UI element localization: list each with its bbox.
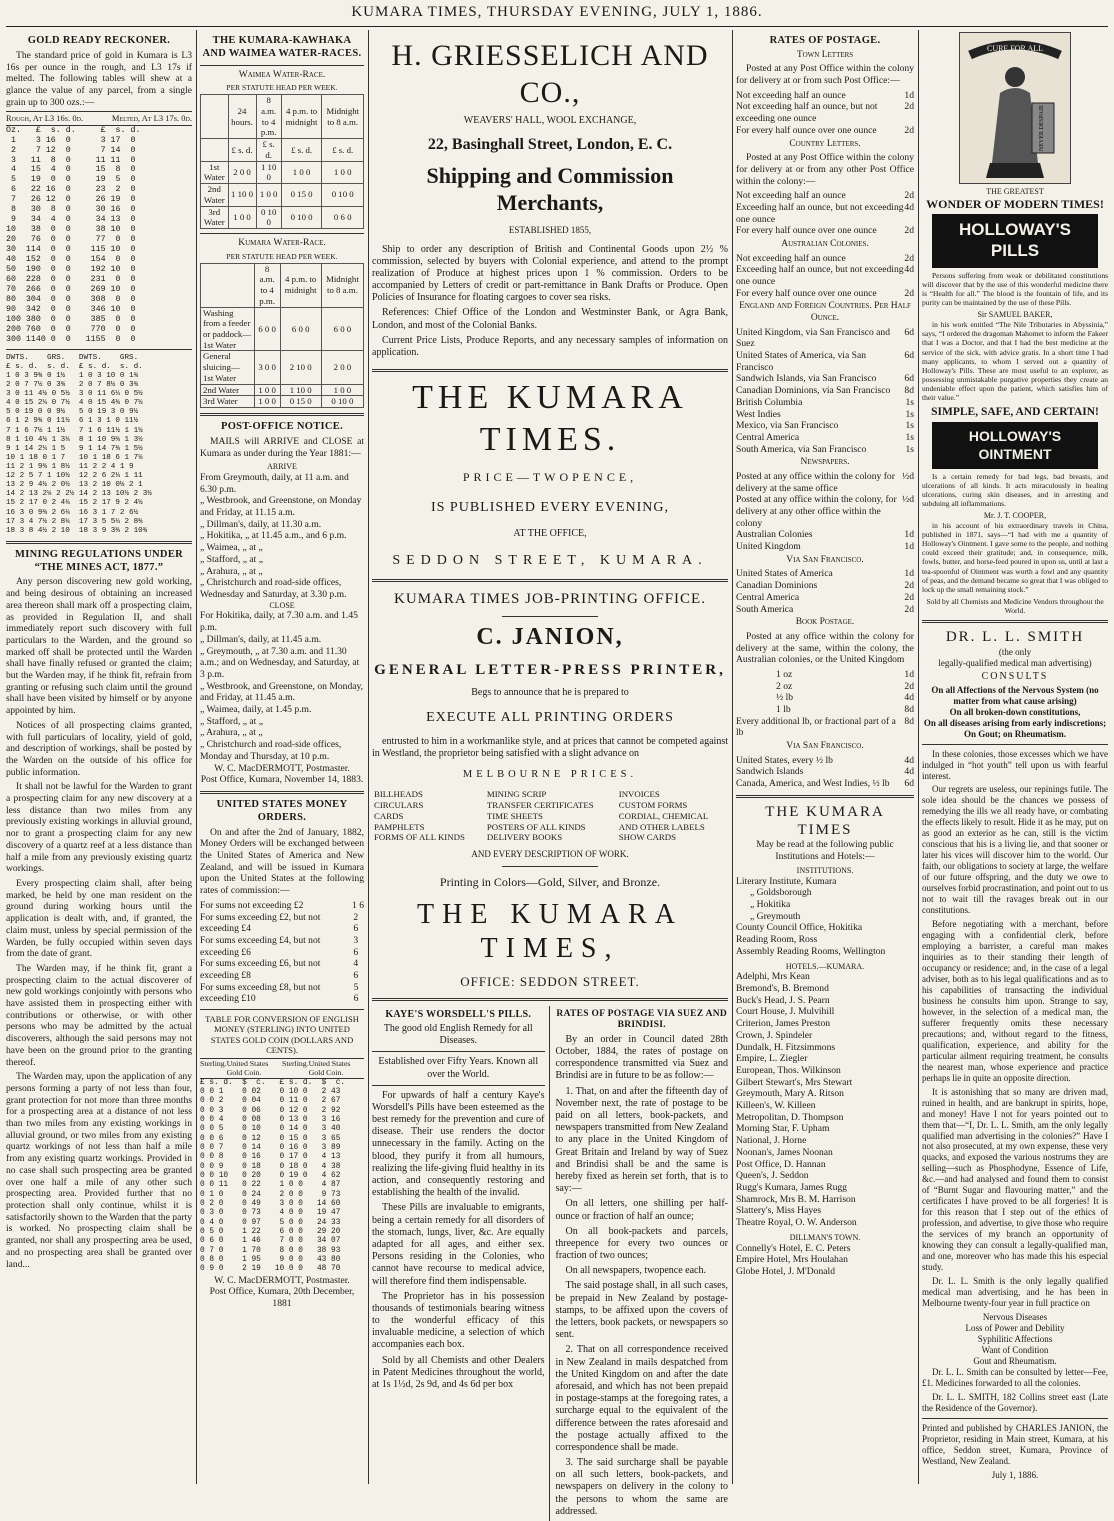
kumara-race-title: Kumara Water-Race. — [238, 237, 326, 248]
list-item: Killeen's, W. Killeen — [736, 1100, 816, 1112]
arrive-label: ARRIVE — [267, 462, 297, 472]
close-label: CLOSE — [269, 600, 295, 610]
imprint-date: July 1, 1886. — [991, 1469, 1039, 1480]
list-item: „ Westbrook, and Greenstone, on Monday, and Friday, at 11.45 a.m. — [200, 680, 364, 704]
rate-row: South America, via San Francisco 1s — [736, 443, 914, 455]
list-item: Criterion, James Preston — [736, 1018, 831, 1030]
table-row: Washing from a feeder or paddock— 1st Water 6 0 0 6 0 0 6 0 0 — [201, 307, 364, 351]
conversion-signature: W. C. MacDERMOTT, Postmaster. — [214, 1274, 350, 1286]
list-item: „ Westbrook, and Greenstone, on Monday and Friday, at 11.15 a.m. — [200, 495, 362, 519]
holloways-pills-banner: HOLLOWAY'S PILLS — [932, 214, 1098, 267]
rate-row: Posted at any office within the colony for delivery at the same office ½d — [736, 470, 914, 494]
melbourne-prices: MELBOURNE PRICES. — [462, 768, 638, 780]
rate-row: British Columbia 1s — [736, 396, 914, 408]
column-rule — [732, 30, 733, 1484]
list-item: County Council Office, Hokitika — [736, 922, 863, 934]
holloway-emblem-image — [959, 32, 1071, 184]
list-item: Greymouth, Mary A. Ritson — [736, 1088, 844, 1100]
table-row: PAMPHLETS POSTERS OF ALL KINDS AND OTHER LABELS — [374, 821, 705, 832]
allegorical-figure-icon — [960, 33, 1070, 183]
arrive-list — [200, 472, 364, 601]
table-row: CIRCULARS TRANSFER CERTIFICATES CUSTOM FORMS — [374, 800, 688, 811]
list-item: Morning Star, F. Upham — [736, 1123, 830, 1135]
dwt-value-table: DWTS. GRS. DWTS. GRS. £ s. d. s. d. £ s. d. s. d. 1 0 3 9¾ 0 1½ 1 0 3 10 0 1¾ 2 0 7 7½ 0 3¾ 2 0 7 8½ 0 3¾ 3 0 11 4½ 0 5½ 3 0 11 6¼ 0 5½ 4 0 15 2¼ 0 7½ 4 0 15 4¾ 0 7½ 5 0 19 0 0 9½ 5 0 19 3 0 9½ 6 1 2 9¾ 0 11½ 6 1 3 1 0 11½ 7 1 6 7½ 1 1½ 7 1 6 11½ 1 1½ 8 1 10 4½ 1 3¼ 8 1 10 9¾ 1 3½ 9 1 14 2¼ 1 5 9 1 14 7¾ 1 5½ 10 1 18 0 1 7 10 1 18 6 1 7¼ 11 2 1 9¾ 1 8½ 11 2 2 4 1 9 12 2 5 7 1 10½ 12 2 6 2¼ 1 11 13 2 9 4½ 2 0½ 13 2 10 0½ 2 1 14 2 13 2¼ 2 2½ 14 2 13 10½ 2 3½ 15 2 17 0 2 4¼ 15 2 17 9 2 4½ 16 3 0 9¾ 2 6¼ 16 3 1 7 2 6½ 17 3 4 7½ 2 8¼ 17 3 5 5¼ 2 8¾ 18 3 8 4½ 2 10 18 3 9 3¾ 2 10¾ — [6, 353, 152, 535]
conversion-date: Post Office, Kumara, 20th December, 1881 — [209, 1286, 355, 1310]
suez-postage-notice: RATES OF POSTAGE VIA SUEZ AND BRINDISI. By an order in Council dated 28th October, 1884, the rates of postage on correspondence transmitted via Suez and Brindisi are in future to be as follow:— 1. That, on and after the fifteenth day of November next, the rate of postage to be paid on all letters, book-packets, and newspapers transmitted from New Zealand to any place in the United Kingdom of Great Britain and Ireland by way of Suez and Brindisi shall be and the same is hereby fixed as herein set forth, that is to say:— On all letters, one shilling per half-ounce or fraction of half an ounce; On all book-packets and parcels, threepence for every two ounces or fraction of two ounces; On all newspapers, twopence each. The said postage shall, in all such cases, be prepaid in New Zealand by postage-stamps, to be affixed upon the covers of the letters, book packets, or newspapers so sent. 2. That on all correspondence received in New Zealand in mails despatched from the United Kingdom on and after the date aforesaid, and which has not been prepaid in postage-stamps at the foregoing rates, a surcharge equal to the equivalent of the difference between the rates aforesaid and the postage actually affixed to the correspondence shall be made. 3. The said surcharge shall be payable on all such letters, book-packets, and newspapers on delivery in the colony to the persons to whom the same are addressed. — [555, 1008, 728, 1517]
table-row: General sluicing— 1st Water 3 0 0 2 10 0 2 0 0 — [201, 351, 364, 384]
list-item: Queen's, J. Seddon — [736, 1170, 809, 1182]
money-orders-title: UNITED STATES MONEY ORDERS. — [216, 798, 348, 823]
rate-row: 1 lb 8d — [776, 704, 914, 716]
list-item: Assembly Reading Rooms, Wellington — [736, 945, 886, 957]
list-item: Bremond's, B. Bremond — [736, 982, 829, 994]
gold-reckoner-title: GOLD READY RECKONER. — [27, 35, 171, 46]
post-signature: W. C. MacDERMOTT, Postmaster. — [214, 762, 350, 774]
rate-row: Australian Colonies 1d — [736, 529, 914, 541]
rate-row: United States of America 1d — [736, 568, 914, 580]
list-item: „ Arahura, „ at „ — [200, 727, 263, 739]
list-item: Dundalk, H. Fitzsimmons — [736, 1041, 836, 1053]
list-item: Reading Room, Ross — [736, 934, 818, 946]
table-row: FORMS OF ALL KINDS DELIVERY BOOKS SHOW CARDS — [374, 832, 677, 843]
job-printing-title: KUMARA TIMES JOB-PRINTING OFFICE. — [394, 591, 706, 608]
list-item: „ Hokitika, „ at 11.45 a.m., and 6 p.m. — [200, 530, 347, 542]
list-item: „ Stafford, „ at „ — [200, 553, 263, 565]
list-item: From Greymouth, daily, at 11 a.m. and 6.30 p.m. — [200, 471, 349, 495]
masthead-rule — [6, 26, 1108, 27]
list-item: Empire Hotel, Mrs Houlahan — [736, 1254, 848, 1266]
mining-title: MINING REGULATIONS UNDER “THE MINES ACT, 1877.” — [14, 548, 184, 573]
rate-row: Exceeding half an ounce, but not exceeding one ounce 4d — [736, 201, 914, 225]
mining-para: Every prospecting claim shall, after being marked, be held by one man resident on the ground during working hours until the application is dealt with, and, if granted, the claim must, unless by special permission of the Warden, be fully occupied within seven days from the date of grant. — [6, 878, 192, 960]
list-item: „ Hokitika — [750, 899, 791, 911]
list-item: „ Christchurch and road-side offices, Monday and Thursday, at 10 p.m. — [200, 739, 342, 762]
list-item: Metropolitan, D. Thompson — [736, 1111, 844, 1123]
list-item: „ Goldsborough — [750, 887, 812, 899]
rate-row: Posted at any office within the colony, for delivery at any other office within the colony ½d — [736, 494, 914, 529]
conversion-title: TABLE FOR CONVERSION OF ENGLISH MONEY (STERLING) INTO UNITED STATES GOLD COIN (DOLLARS AND CENTS). — [205, 1014, 359, 1056]
institutions-list — [736, 876, 914, 958]
list-item: Literary Institute, Kumara — [736, 875, 837, 887]
holloways-ointment-banner: HOLLOWAY'S OINTMENT — [932, 422, 1098, 468]
printer-name: C. JANION, — [476, 624, 624, 651]
list-item: Noonan's, James Noonan — [736, 1146, 833, 1158]
rate-row: Canada, America, and West Indies, ½ lb 6d — [736, 778, 914, 790]
dr-smith-title: DR. L. L. SMITH — [945, 629, 1085, 646]
kumara-times-title: THE KUMARA TIMES. — [412, 379, 688, 458]
kumara-race-sub: PER STATUTE HEAD PER WEEK. — [226, 251, 338, 261]
gold-value-table: Oz. £ s. d. £ s. d. 1 3 16 0 3 17 0 2 7 12 0 7 14 0 3 11 8 0 11 11 0 4 15 4 0 15 8 0 5 19 0 0 19 5 0 6 22 16 0 23 2 0 7 26 12 0 26 19 0 8 30 8 0 30 16 0 9 34 4 0 34 13 0 10 38 0 0 38 10 0 20 76 0 0 77 0 0 30 114 0 0 115 10 0 40 152 0 0 154 0 0 50 190 0 0 192 10 0 60 228 0 0 231 0 0 70 266 0 0 269 10 0 80 304 0 0 308 0 0 90 342 0 0 346 10 0 100 380 0 0 385 0 0 200 760 0 0 770 0 0 300 1140 0 0 1155 0 0 — [6, 125, 141, 344]
list-item: Theatre Royal, O. W. Anderson — [736, 1217, 857, 1229]
rate-row: ½ lb 4d — [776, 692, 914, 704]
svg-text:CURE FOR ALL: CURE FOR ALL — [986, 44, 1044, 53]
rate-row: For every half ounce over one ounce 2d — [736, 287, 914, 299]
waimea-table: 24 hours. 8 a.m. to 4 p.m. 4 p.m. to midnight Midnight to 8 a.m. £ s. d. £ s. d. £ s. d. £ s. d. 1st Water 2 0 0 1 10 0 1 0 0 1 0 0 2nd Water 1 10 0 1 0 0 0 15 0 0 10 0 3rd Water 1 0 0 0 10 0 0 10 0 0 6 0 — [200, 94, 364, 229]
mining-para: Any person discovering new gold working, and being desirous of obtaining an increased area thereon shall mark off a prospecting claim, as provided in Regulation II, and shall immediately report such discovery with full particulars to the Warden, and the ground so marked off shall be protected until the Warden shall have finally refused or granted the claim; but the Warden may, if he think fit, refrain from granting or refusing such claim until the ground shall have been visited by himself or by anyone appointed by him. — [6, 576, 192, 717]
list-item: Connelly's Hotel, E. C. Peters — [736, 1242, 851, 1254]
money-rate-row: For sums exceeding £8, but not exceeding £10 5 6 — [200, 981, 359, 1005]
list-item: „ Greymouth — [750, 910, 801, 922]
rate-row: United Kingdom, via San Francisco and Suez 6d — [736, 326, 914, 350]
rate-row: United States, every ½ lb 4d — [736, 754, 914, 766]
list-item: „ Christchurch and road-side offices, Wednesday and Saturday, at 3.30 p.m. — [200, 577, 347, 600]
svg-text:NEVER DESPAIR: NEVER DESPAIR — [1039, 105, 1045, 151]
masthead: KUMARA TIMES, THURSDAY EVENING, JULY 1, 1886. — [351, 4, 763, 20]
list-item: Slattery's, Miss Hayes — [736, 1205, 822, 1217]
list-item: Crown, J. Spindeler — [736, 1029, 813, 1041]
water-race-title: THE KUMARA-KAWHAKA AND WAIMEA WATER-RACES. — [202, 35, 362, 59]
mining-para: The Warden may, upon the application of any persons forming a party of not less than four, grant protection for not more than three months for a prospecting area at a distance of not less than two miles from any existing workings in alluvial ground, or two miles from any existing quartz workings of not less than half a mile from any existing quartz workings. Provided in no case shall such prospecting area be granted over one half a mile of any other such prospecting area. Provided further that no protection shall only continue, whilst it is satisfactorily shown to the Warden that the party is worked. No prospecting claim shall be granted, nor shall any prospecting area be used, and no prospecting area shall be granted over land... — [6, 1071, 192, 1270]
money-rate-row: For sums exceeding £6, but not exceeding £8 4 6 — [200, 958, 359, 982]
column-rule — [368, 30, 369, 1484]
rate-row: 2 oz 2d — [776, 680, 914, 692]
kumara-times-readers-title: THE KUMARA TIMES — [765, 803, 885, 839]
rate-row: Not exceeding half an ounce 1d — [736, 89, 914, 101]
firm-trade: Shipping and Commission Merchants, — [426, 162, 674, 215]
list-item: „ Stafford, „ at „ — [200, 715, 263, 727]
rate-row: Every additional lb, or fractional part of a lb 8d — [736, 715, 914, 739]
kumara-race-table: 8 a.m. to 4 p.m. 4 p.m. to midnight Midnight to 8 a.m. Washing from a feeder or paddock— 1st Water 6 0 0 6 0 0 6 0 0 General sluicing— 1st Water 3 0 0 2 10 0 2 0 0 2nd Water 1 0 0 1 10 0 1 0 0 3rd Water 1 0 0 0 15 0 0 10 0 — [200, 263, 364, 408]
post-office-title: POST-OFFICE NOTICE. — [221, 421, 343, 432]
list-item: „ Dillman's, daily, at 11.45 a.m. — [200, 633, 322, 645]
list-item: Court House, J. Mulvihill — [736, 1006, 835, 1018]
conversion-table: £ s. d. $ c. £ s. d. $ c. 0 0 1 0 02 0 10 0 2 43 0 0 2 0 04 0 11 0 2 67 0 0 3 0 06 0 12 0 2 92 0 0 4 0 08 0 13 0 3 16 0 0 5 0 10 0 14 0 3 40 0 0 6 0 12 0 15 0 3 65 0 0 7 0 14 0 16 0 3 89 0 0 8 0 16 0 17 0 4 13 0 0 9 0 18 0 18 0 4 38 0 0 10 0 20 0 19 0 4 62 0 0 11 0 22 1 0 0 4 87 0 1 0 0 24 2 0 0 9 73 0 2 0 0 49 3 0 0 14 60 0 3 0 0 73 4 0 0 19 47 0 4 0 0 97 5 0 0 24 33 0 5 0 1 22 6 0 0 29 20 0 6 0 1 46 7 0 0 34 07 0 7 0 1 70 8 0 0 38 93 0 8 0 1 95 9 0 0 43 80 0 9 0 2 19 10 0 0 48 70 — [200, 1078, 346, 1274]
table-row: BILLHEADS MINING SCRIP INVOICES — [374, 789, 660, 800]
money-rate-row: For sums exceeding £2, but not exceeding £4 2 6 — [200, 911, 359, 935]
table-row: 2nd Water 1 0 0 1 10 0 1 0 0 — [201, 384, 364, 396]
gold-intro: The standard price of gold in Kumara is L3 16s per ounce in the rough, and L3 17s if melted. The following tables will shew at a glance the value of any parcel, from a single grain up to 300 ozs.:— — [6, 49, 192, 108]
close-list — [200, 610, 364, 762]
printing-items — [372, 789, 728, 843]
table-row: 2nd Water 1 10 0 1 0 0 0 15 0 0 10 0 — [201, 184, 364, 206]
list-item: Shamrock, Mrs B. M. Harrison — [736, 1193, 856, 1205]
list-item: Globe Hotel, J. M'Donald — [736, 1265, 835, 1277]
waimea-title: Waimea Water-Race. — [238, 69, 326, 80]
mining-para: It shall not be lawful for the Warden to grant a prospecting claim for any new discovery at a less distance than two miles from any previously existing workings in alluvial ground, nor to grant a prospecting claim for any new discovery of a quartz reef at a less distance than half a mile from any previously existing quartz workings. — [6, 781, 192, 875]
mining-para: The Warden may, if he think fit, grant a prospecting claim to the actual discoverer of new gold workings conjointly with persons who have assisted them in prospecting either with contributions or otherwise, or with other persons who may be admitted by the actual discoverers, although the said persons may not have been on the ground prior to the granting thereof. — [6, 962, 192, 1068]
list-item: Buck's Head, J. S. Pearn — [736, 994, 830, 1006]
table-row: 3rd Water 1 0 0 0 15 0 0 10 0 — [201, 396, 364, 408]
table-row: 1st Water 2 0 0 1 10 0 1 0 0 1 0 0 — [201, 161, 364, 183]
griesselich-firm-name: H. GRIESSELICH AND CO., — [391, 39, 709, 109]
gold-melted-header: Melted, At L3 17s. 0d. — [111, 113, 192, 124]
mining-para: Notices of all prospecting claims granted, with full particulars of locality, yield of gold, and description of workings, shall be posted by the Warden on the outside of his office for public information. — [6, 719, 192, 778]
rate-row: Exceeding half an ounce, but not exceeding one ounce 4d — [736, 264, 914, 288]
money-rate-row: For sums not exceeding £2 1 6 — [200, 899, 364, 911]
list-item: „ Dillman's, daily, at 11.30 a.m. — [200, 518, 322, 530]
wonder-heading: WONDER OF MODERN TIMES! — [926, 196, 1104, 211]
list-item: European, Thos. Wilkinson — [736, 1064, 841, 1076]
post-date: Post Office, Kumara, November 14, 1883. — [200, 774, 364, 786]
list-item: „ Greymouth, „ at 7.30 a.m. and 11.30 a.m.; and on Wednesday, and Saturday, at 3 p.m. — [200, 645, 360, 680]
list-item: Post Office, D. Hannan — [736, 1158, 826, 1170]
money-intro: On and after the 2nd of January, 1882, Money Orders will be exchanged between the United States of America and New Zealand, and will be issued in Kumara upon the United States at the following rates of commission:— — [200, 826, 364, 897]
list-item: „ Waimea, „ at „ — [200, 542, 263, 554]
column-1 — [6, 32, 192, 1484]
rate-row: Central America 1s — [736, 431, 914, 443]
rate-row: For every half ounce over one ounce 2d — [736, 124, 914, 136]
gold-rough-header: Rough, At L3 16s. 0d. — [6, 113, 84, 124]
rate-row: West Indies 1s — [736, 408, 914, 420]
rate-row: United Kingdom 1d — [736, 541, 914, 553]
rate-row: Canadian Dominions 2d — [736, 580, 914, 592]
rate-row: Sandwich Islands 4d — [736, 766, 914, 778]
column-5: CURE FOR ALL NEVER DESPAIR THE GREATEST WONDER OF MODERN TIMES! HOLLOWAY'S PILLS Persons suffering from weak or debilitated constitutions will discover that by the use of this wonderful medicine there is “Health for all.” The blood is the fountain of life, and its purity can be maintained by the use of these Pills. Sir SAMUEL BAKER, in his work entitled “The Nile Tributaries in Abyssinia,” says, “I ordered the dragoman Mahomet to inform the Fakeer that I was a Doctor, and that I had the best medicine at the service of the sick, with advice gratis. In a short time I had many applicants, to whom I served out a quantity of Holloway's Pills. These are most useful to an explorer, as possessing unmistakable purgative properties they create an undeniable effect upon the patient, which satisfies him of their value.” SIMPLE, SAFE, AND CERTAIN! HOLLOWAY'S OINTMENT Is a certain remedy for bad legs, bad breasts, and ulcerations of all kinds. It acts miraculously in healing ulcerations, curing skin diseases, and in arresting and subduing all inflammations. Mr. J. T. COOPER, in his account of his extraordinary travels in China, published in 1871, says—“I had with me a quantity of Holloway's Ointment. I gave some to the people, and nothing could exceed their gratitude; and, in consequence, milk, fowls, butter, and horse-feed poured in upon us, until at last a tea-spoonful of Ointment was worth a fowl and any quantity of peas, and the demand became so great that I was obliged to lock up the small remaining stock.” Sold by all Chemists and Medicine Vendors throughout the World. DR. L. L. SMITH (the only legally-qualified medical man advertising) CONSULTS On all Affections of the Nervous System (no matter from what cause arising) On all broken-down constitutions, On all diseases arising from early indiscretions; On Gout; on Rheumatism. In these colonies, those excesses which we have indulged in “hot youth” tell upon us with fearful interest. Our regrets are useless, our repinings futile. The sole idea should be the chances we possess of remedying the ills we all ready have, or combating the effects likely to result. Hide it as he may, put on as good an exterior as he can, still is the victim conscious that his is a living lie, and that sooner or later his vices will discover him to the world. Our faith, our obligations to society at large, the welfare of our future offspring, and the duty we owe to ourselves forbid procrastination, and point out to us not to wait till the ravages break out in our constitutions. Before negotiating with a merchant, before engaging with a confidential clerk, before employing a barrister, a careful man makes inquiries as to their standing their length of occupancy or residence; and, in the case of a legal adviser, both as to his legal qualifications and as to his capabilities of transacting the individual business he consults him upon. Strange to say, however, in the selection of a medical man, the sufferer frequently omits these necessary precautions; and, without regard to the fitness, qualification, experience, and ability for the particular ailment requiring treatment, he consults the nearest man, whose experience and practice perhaps lie in quite an opposite direction. It is astonishing that so many are driven mad, ruined in health, and are bankrupt in spirits, hope, and money! Have I not for years pointed out to them that—“I, Dr. L. L. Smith, am the only legally qualified man advertising in the colonies?” Have I not also prosecuted, at my own expense, these very quacks, and exposed the various nostrums they are selling—such as Phosphodyne, Essence of Life, &c.—and had analysed and found them to consist of “Burnt Sugar and flavouring matter,” and the certificates I have proved to be all forgeries! It is for this reason that I step out of the ethics of profession, and advertise, to give those who require the services of my branch an opportunity of knowing they can consult a legally-qualified man, and one, moreover who has made this his especial study. Dr. L. L. Smith is the only legally qualified medical man advertising, and he has been in Melbourne twenty-four year in full practice on Nervous Diseases Loss of Power and Debility Syphilitic Affections Want of Condition Gout and Rheumatism. Dr. L. L. Smith can be consulted by letter—Fee, £1. Medicines forwarded to all the colonies. Dr. L. L. SMITH, 182 Collins street east (Late the Residence of the Governor). Printed and published by CHARLES JANION, the Proprietor, residing in Main street, Kumara, at his office, Seddon street, Kumara, Province of Westland, New Zealand. July 1, 1886. — [922, 32, 1108, 1484]
rate-row: United States of America, via San Francisco 6d — [736, 350, 914, 373]
list-item: National, J. Horne — [736, 1135, 807, 1147]
rate-row: Not exceeding half an ounce 2d — [736, 190, 914, 202]
rate-row: Central America 2d — [736, 591, 914, 603]
column-3: H. GRIESSELICH AND CO., WEAVERS' HALL, WOOL EXCHANGE, 22, Basinghall Street, London, E. C. Shipping and Commission Merchants, ESTABLISHED 1855, Ship to order any description of British and Continental Goods upon 2½ % commission, selected by buyers with Colonial experience, and attend to the prompt realization of Produce at highest prices upon 1 % commission. Orders to be accompanied by Letters of credit or part-remittance in Bank Drafts or Produce. Open Policies of Insurance for floating cargoes to cover sea risks. References: Chief Office of the London and Westminster Bank, or Agra Bank, London, and most of the Colonial Banks. Current Price Lists, Produce Reports, and any necessary samples of information on application. THE KUMARA TIMES. PRICE—TWOPENCE, IS PUBLISHED EVERY EVENING, AT THE OFFICE, SEDDON STREET, KUMARA. KUMARA TIMES JOB-PRINTING OFFICE. C. JANION, GENERAL LETTER-PRESS PRINTER, Begs to announce that he is prepared to EXECUTE ALL PRINTING ORDERS entrusted to him in a workmanlike style, and at prices that cannot be competed against in Westland, the proprietor being satisfied with a slight advance on MELBOURNE PRICES. BILLHEADS MINING SCRIP INVOICES CIRCULARS TRANSFER CERTIFICATES CUSTOM FORMS CARDS TIME SHEETS CORDIAL, CHEMICAL PAMPHLETS POSTERS OF ALL KINDS AND OTHER LABELS FORMS OF ALL KINDS DELIVERY BOOKS SHOW CARDS AND EVERY DESCRIPTION OF WORK. Printing in Colors—Gold, Silver, and Bronze. THE KUMARA TIMES, OFFICE: SEDDON STREET. KAYE'S WORSDELL'S PILLS. The good old English Remedy for all Diseases. Established over Fifty Years. Known all over the World. For upwards of half a century Kaye's Worsdell's Pills have been esteemed as the best remedy for the prevention and cure of disease. Their use renders the doctor unnecessary in the family. Acting on the blood, they purify it from all humours, realizing the life-giving fluid healthy in its action, and consequently restoring and establishing the health of the invalid. These Pills are invaluable to emigrants, being a certain remedy for all disorders of the stomach, lungs, liver, &c. Are equally adapted for all ages, and either sex. Persons residing in the Colonies, who cannot have recourse to medical advice, will therefore find them indispensable. The Proprietor has in his possession thousands of testimonials bearing witness to the wonderful efficacy of this invaluable medicine, a selection of which accompanies each box. Sold by all Chemists and other Dealers in Patent Medicines throughout the world, at 1s 1½d, 2s 9d, and 4s 6d per box RATES OF POSTAGE VIA SUEZ AND BRINDISI. By an order in Council dated 28th October, 1884, the rates of postage on correspondence transmitted via Suez and Brindisi are in future to be as follow:— 1. That, on and after the fifteenth day of November next, the rate of postage to be paid on all letters, book-packets, and newspapers transmitted from New Zealand to any place in the United Kingdom of Great Britain and Ireland by way of Suez and Brindisi shall be and the same is hereby fixed as herein set forth, that is to say:— On all letters, one shilling per half-ounce or fraction of half an ounce; On all book-packets and parcels, threepence for every two ounces or fraction of two ounces; On all newspapers, twopence each. The said postage shall, in all such cases, be prepaid in New Zealand by postage-stamps, to be affixed upon the covers of the letters, book packets, or newspapers so sent. 2. That on all correspondence received in New Zealand in mails despatched from the United Kingdom on and after the date aforesaid, and which has not been prepaid in postage-stamps at the foregoing rates, a surcharge equal to the equivalent of the difference between the rates aforesaid and the postage actually affixed to the correspondence shall be made. 3. The said surcharge shall be payable on all such letters, book-packets, and newspapers on delivery in the colony to the persons to whom the same are addressed. — [372, 32, 728, 1484]
column-rule — [918, 30, 919, 1484]
kaye-pills-advert: KAYE'S WORSDELL'S PILLS. The good old English Remedy for all Diseases. Established over Fifty Years. Known all over the World. For upwards of half a century Kaye's Worsdell's Pills have been esteemed as the best remedy for the prevention and cure of disease. Their use renders the doctor unnecessary in the family. Acting on the blood, they purify it from all humours, realizing the life-giving fluid healthy in its action, and consequently restoring and establishing the health of the invalid. These Pills are invaluable to emigrants, being a certain remedy for all disorders of the stomach, lungs, liver, &c. Are equally adapted for all ages, and either sex. Persons residing in the Colonies, who cannot have recourse to medical advice, will therefore find them indispensable. The Proprietor has in his possession thousands of testimonials bearing witness to the wonderful efficacy of this invaluable medicine, a selection of which accompanies each box. Sold by all Chemists and other Dealers in Patent Medicines throughout the world, at 1s 1½d, 2s 9d, and 4s 6d per box — [372, 1006, 550, 1521]
money-rate-row: For sums exceeding £4, but not exceeding £6 3 6 — [200, 934, 359, 958]
post-intro: MAILS will ARRIVE and CLOSE at Kumara as under during the Year 1881:— — [200, 435, 364, 459]
rate-row: Not exceeding half an ounce, but not exceeding one ounce 2d — [736, 101, 914, 125]
table-row: 3rd Water 1 0 0 0 10 0 0 10 0 0 6 0 — [201, 206, 364, 228]
waimea-sub: PER STATUTE HEAD PER WEEK. — [226, 83, 338, 93]
rate-row: Canadian Dominions, via San Francisco 8d — [736, 385, 914, 397]
dillmans-list — [736, 1243, 914, 1278]
list-item: „ Waimea, daily, at 1.45 p.m. — [200, 704, 312, 716]
rate-row: Sandwich Islands, via San Francisco 6d — [736, 373, 914, 385]
rate-row: South America 2d — [736, 603, 914, 615]
column-2: THE KUMARA-KAWHAKA AND WAIMEA WATER-RACES. Waimea Water-Race. PER STATUTE HEAD PER WEEK. 24 hours. 8 a.m. to 4 p.m. 4 p.m. to midnight Midnight to 8 a.m. £ s. d. £ s. d. £ s. d. £ s. d. 1st Water 2 0 0 1 10 0 1 0 0 1 0 0 2nd Water 1 10 0 1 0 0 0 15 0 0 10 0 3rd Water 1 0 0 0 10 0 0 10 0 0 6 0 Kumara Water-Race. PER STATUTE HEAD PER WEEK. 8 a.m. to 4 p.m. 4 p.m. to midnight Midnight to 8 a.m. Washing from a feeder or paddock— 1st Water 6 0 0 6 0 0 6 0 0 General sluicing— 1st Water 3 0 0 2 10 0 2 0 0 2nd Water 1 0 0 1 10 0 1 0 0 3rd Water 1 0 0 0 15 0 0 10 0 POST-OFFICE NOTICE. MAILS will ARRIVE and CLOSE at Kumara as under during the Year 1881:— ARRIVE From Greymouth, daily, at 11 a.m. and 6.30 p.m. „ Westbrook, and Greenstone, on Monday and Friday, at 11.15 a.m. „ Dillman's, daily, at 11.30 a.m. „ Hokitika, „ at 11.45 a.m., and 6 p.m. „ Waimea, „ at „ „ Stafford, „ at „ „ Arahura, „ at „ „ Christchurch and road-side offices, Wednesday and Saturday, at 3.30 p.m. CLOSE For Hokitika, daily, at 7.30 a.m. and 1.45 p.m. „ Dillman's, daily, at 11.45 a.m. „ Greymouth, „ at 7.30 a.m. and 11.30 a.m.; and on Wednesday, and Saturday, at 3 p.m. „ Westbrook, and Greenstone, on Monday, and Friday, at 11.45 a.m. „ Waimea, daily, at 1.45 p.m. „ Stafford, „ at „ „ Arahura, „ at „ „ Christchurch and road-side offices, Monday and Thursday, at 10 p.m. W. C. MacDERMOTT, Postmaster. Post Office, Kumara, November 14, 1883. UNITED STATES MONEY ORDERS. On and after the 2nd of January, 1882, Money Orders will be exchanged between the United States of America and New Zealand, and will be issued in Kumara upon the United States at the following rates of commission:— For sums not exceeding £2 1 6 For sums exceeding £2, but not exceeding £4 2 6 For sums exceeding £4, but not exceeding £6 3 6 For sums exceeding £6, but not exceeding £8 4 6 For sums exceeding £8, but not exceeding £10 5 6 TABLE FOR CONVERSION OF ENGLISH MONEY (STERLING) INTO UNITED STATES GOLD COIN (DOLLARS AND CENTS). Sterling. United States Gold Coin. Sterling. United States Gold Coin. £ s. d. $ c. £ s. d. $ c. 0 0 1 0 02 0 10 0 2 43 0 0 2 0 04 0 11 0 2 67 0 0 3 0 06 0 12 0 2 92 0 0 4 0 08 0 13 0 3 16 0 0 5 0 10 0 14 0 3 40 0 0 6 0 12 0 15 0 3 65 0 0 7 0 14 0 16 0 3 89 0 0 8 0 16 0 17 0 4 13 0 0 9 0 18 0 18 0 4 38 0 0 10 0 20 0 19 0 4 62 0 0 11 0 22 1 0 0 4 87 0 1 0 0 24 2 0 0 9 73 0 2 0 0 49 3 0 0 14 60 0 3 0 0 73 4 0 0 19 47 0 4 0 0 97 5 0 0 24 33 0 5 0 1 22 6 0 0 29 20 0 6 0 1 46 7 0 0 34 07 0 7 0 1 70 8 0 0 38 93 0 8 0 1 95 9 0 0 43 80 0 9 0 2 19 10 0 0 48 70 W. C. MacDERMOTT, Postmaster. Post Office, Kumara, 20th December, 1881 — [200, 35, 364, 1310]
kumara-times-footer-title: THE KUMARA TIMES, — [417, 898, 683, 964]
imprint: Printed and published by CHARLES JANION, the Proprietor, residing in Main street, Kumara, at his office, Seddon street, Kumara, Province of Westland, New Zealand. — [922, 1422, 1108, 1466]
list-item: Gilbert Stewart's, Mrs Stewart — [736, 1076, 853, 1088]
rate-row: 1 oz 1d — [776, 668, 914, 680]
rate-row: Not exceeding half an ounce 2d — [736, 252, 914, 264]
column-rule — [196, 30, 197, 1484]
hotels-list — [736, 971, 914, 1228]
rates-of-postage-title: RATES OF POSTAGE. — [769, 35, 881, 46]
list-item: For Hokitika, daily, at 7.30 a.m. and 1.45 p.m. — [200, 610, 358, 634]
rate-row: For every half ounce over one ounce 2d — [736, 225, 914, 237]
column-4: RATES OF POSTAGE. Town Letters Posted at any Post Office within the colony for delivery at or from such Post Office:— Not exceeding half an ounce 1d Not exceeding half an ounce, but not exceeding one ounce 2d For every half ounce over one ounce 2d Country Letters. Posted at any Post Office within the colony for delivery at or from any other Post Office within the colony:— Not exceeding half an ounce 2d Exceeding half an ounce, but not exceeding one ounce 4d For every half ounce over one ounce 2d Australian Colonies. Not exceeding half an ounce 2d Exceeding half an ounce, but not exceeding one ounce 4d For every half ounce over one ounce 2d England and Foreign Countries. Per Half Ounce. United Kingdom, via San Francisco and Suez 6d United States of America, via San Francisco 6d Sandwich Islands, via San Francisco 6d Canadian Dominions, via San Francisco 8d British Columbia 1s West Indies 1s Mexico, via San Francisco 1s Central America 1s South America, via San Francisco 1s Newspapers. Posted at any office within the colony for delivery at the same office ½d Posted at any office within the colony, for delivery at any other office within the colony ½d Australian Colonies 1d United Kingdom 1d Via San Francisco. United States of America 1d Canadian Dominions 2d Central America 2d South America 2d Book Postage. Posted at any office within the colony for delivery at the same, within the colony, the Australian colonies, or the United Kingdom 1 oz 1d 2 oz 2d ½ lb 4d 1 lb 8d Every additional lb, or fractional part of a lb 8d Via San Francisco. United States, every ½ lb 4d Sandwich Islands 4d Canada, America, and West Indies, ½ lb 6d THE KUMARA TIMES May be read at the following public Institutions and Hotels:— INSTITUTIONS. Literary Institute, Kumara „ Goldsborough „ Hokitika „ Greymouth County Council Office, Hokitika Reading Room, Ross Assembly Reading Rooms, Wellington HOTELS.—KUMARA. Adelphi, Mrs Kean Bremond's, B. Bremond Buck's Head, J. S. Pearn Court House, J. Mulvihill Criterion, James Preston Crown, J. Spindeler Dundalk, H. Fitzsimmons Empire, L. Ziegler European, Thos. Wilkinson Gilbert Stewart's, Mrs Stewart Greymouth, Mary A. Ritson Killeen's, W. Killeen Metropolitan, D. Thompson Morning Star, F. Upham National, J. Horne Noonan's, James Noonan Post Office, D. Hannan Queen's, J. Seddon Rugg's Kumara, James Rugg Shamrock, Mrs B. M. Harrison Slattery's, Miss Hayes Theatre Royal, O. W. Anderson DILLMAN'S TOWN. Connelly's Hotel, E. C. Peters Empire Hotel, Mrs Houlahan Globe Hotel, J. M'Donald — [736, 35, 914, 1277]
list-item: „ Arahura, „ at „ — [200, 565, 263, 577]
table-row: CARDS TIME SHEETS CORDIAL, CHEMICAL — [374, 810, 709, 821]
list-item: Rugg's Kumara, James Rugg — [736, 1181, 847, 1193]
list-item: Empire, L. Ziegler — [736, 1053, 808, 1065]
list-item: Adelphi, Mrs Kean — [736, 971, 810, 983]
rate-row: Mexico, via San Francisco 1s — [736, 420, 914, 432]
